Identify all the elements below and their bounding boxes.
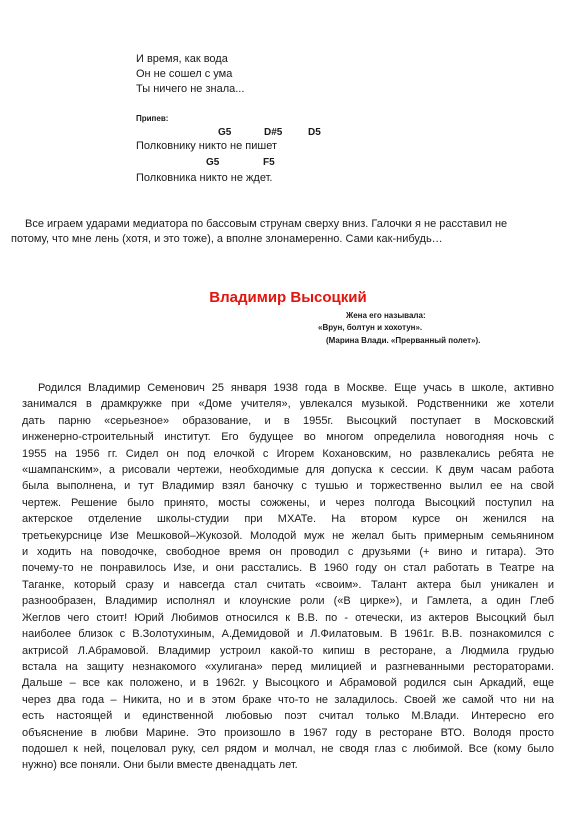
bio-line: наиболее близок с В.Золотухиным, А.Демидовой и Л.Филатовым. В 1961г. В.В. познакомился с xyxy=(22,628,554,641)
bio-line: чертеж. Решение было принято, мосты сожжены, и через полгода Высоцкий поступил на xyxy=(22,496,554,509)
bio-line: через два года – Никита, но и в этом браке что-то не заладилось. Своей же самой что ни на xyxy=(22,693,554,706)
epigraph-source: (Марина Влади. «Прерванный полет»). xyxy=(326,336,481,345)
bio-line: Родился Владимир Семенович 25 января 1938 года в Москве. Еще учась в школе, активно xyxy=(38,382,554,394)
bio-line: инженерно-строительный институт. Его будущее во многом определила новогодняя ночь с xyxy=(22,431,554,444)
chord: G5 xyxy=(218,127,232,138)
verse-line: Ты ничего не знала... xyxy=(136,83,245,95)
chord: G5 xyxy=(206,157,220,168)
epigraph-quote: «Врун, болтун и хохотун». xyxy=(318,323,423,332)
chorus-lyric: Полковнику никто не пишет xyxy=(136,140,278,152)
bio-line: «шампанским», а рисовали чертежи, необходимые для допуска к сессии. К двум часам работа xyxy=(22,464,554,477)
bio-line: встала на защиту незнакомого «хулигана» перед милицией и разгневанными рестораторами. xyxy=(22,660,554,673)
bio-line: нужно) все поняли. Они были вместе двенадцать лет. xyxy=(22,759,298,772)
chord: D#5 xyxy=(264,127,283,138)
bio-line: дать парню «серьезное» образование, и в 1955г. Высоцкий поступает в Московский xyxy=(22,414,554,427)
verse xyxy=(136,52,244,97)
bio-line: объяснение в любви Марине. Это произошло в 1967 году в ресторане ВТО. Володя просто xyxy=(22,726,554,739)
biography xyxy=(22,380,554,774)
bio-line: Жеглов чего стоит! Юрий Любимов относился к В.В. по - отечески, из актеров Высоцкий был xyxy=(22,611,554,624)
bio-line: была выполнена, и тут Владимир взял баночку с тушью и торжественно вылил ее на свой xyxy=(22,480,554,493)
bio-line: есть настоящей и единственной любовью поэт считал только М.Влади. Интересно его xyxy=(22,710,554,723)
performance-note: Все играем ударами медиатора по бассовым струнам сверху вниз. Галочки я не расставил не потому, что мне лень (хотя, и это тоже), а вполне злонамеренно. Сами как-нибудь… xyxy=(11,218,508,245)
chord: D5 xyxy=(308,127,321,138)
verse-line: Он не сошел с ума xyxy=(136,68,233,80)
bio-line: Таганке, который сразу и навсегда стал считать «своим». Талант актера был уникален и xyxy=(22,578,554,591)
chorus-label: Припев: xyxy=(136,114,169,123)
chord: F5 xyxy=(263,157,275,168)
bio-line: Дальше – все как положено, и в 1962г. у Высоцкого и Абрамовой родился сын Аркадий, еще xyxy=(22,677,554,690)
chorus-lyric: Полковника никто не ждет. xyxy=(136,172,273,184)
bio-line: занимался в драмкружке при «Доме учителя», увлекался музыкой. Родственники же хотели xyxy=(22,398,554,411)
bio-line: почему-то не понравилось Изе, и они расстались. В 1960 году он стал работать в Театре на xyxy=(22,562,554,575)
verse-line: И время, как вода xyxy=(136,53,228,65)
bio-line: разнообразен, Владимир исполнял и клоунские роли («В цирке»), и Гамлета, а один Глеб xyxy=(22,595,554,608)
section-title: Владимир Высоцкий xyxy=(209,289,367,306)
bio-line: и ходить на поводочке, свободное время он проводил с друзьями (+ вино и гитара). Это xyxy=(22,546,554,559)
bio-line: актрисой Л.Абрамовой. Владимир устроил какой-то кипиш в ресторане, а Людмила грудью xyxy=(22,644,554,657)
bio-line: 1955 на 1956 гг. Сидел он под елочкой с Игорем Кохановским, но развлекались ребята не xyxy=(22,447,554,460)
bio-line: актерское отделение школы-студии при МХАТе. На втором курсе он женился на xyxy=(22,513,554,526)
bio-line: третьекурснице Изе Мешковой–Жукозой. Молодой муж не желал быть примерным семьянином xyxy=(22,529,554,542)
bio-line: подошел к ней, поцеловал руку, сел рядом и молчал, не сводя глаз с любимой. Все (кому было xyxy=(22,742,554,755)
epigraph-intro: Жена его называла: xyxy=(346,311,426,320)
